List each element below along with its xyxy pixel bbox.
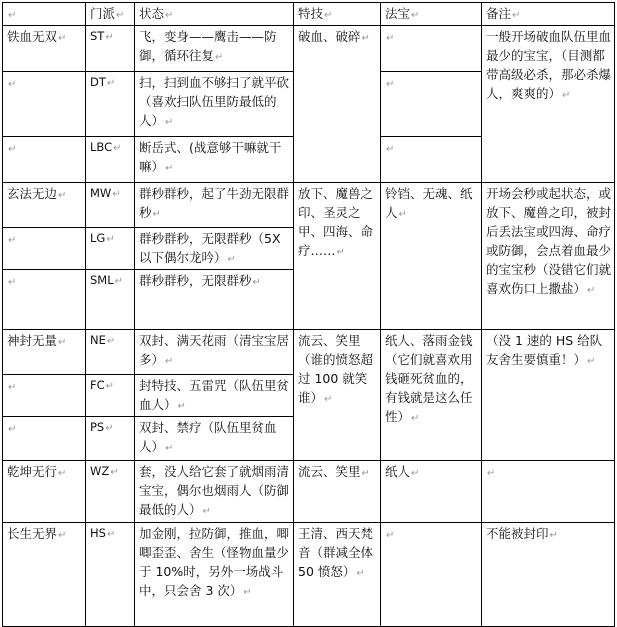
status-cell: 扫，扫到血不够扫了就平砍（喜欢扫队伍里防最低的人）↵ [135, 72, 294, 137]
notes-cell: 一般开场破血队伍里血最少的宝宝，（目测都带高级必杀，那必杀爆人，爽爽的）↵ [482, 26, 615, 183]
header-row [3, 3, 615, 26]
school-cell: WZ↵ [86, 461, 135, 523]
school-cell: NE↵ [86, 330, 135, 375]
status-cell: 群秒群秒，起了牛劲无限群秒↵ [135, 183, 294, 228]
header-status: 状态↵ [135, 3, 294, 26]
status-cell: 群秒群秒，无限群秒（5X以下偶尔龙吟）↵ [135, 228, 294, 270]
school-cell: PS↵ [86, 417, 135, 461]
status-cell: 双封、满天花雨（清宝宝居多）↵ [135, 330, 294, 375]
faction-cell: ↵ [3, 137, 86, 183]
skill-cell: 王清、西天梵音（群减全体 50 愤怒）↵ [294, 523, 381, 627]
status-cell: 封特技、五雷咒（队伍里贫血人）↵ [135, 375, 294, 417]
school-cell: DT↵ [86, 72, 135, 137]
skill-cell: 破血、破碎↵ [294, 26, 381, 183]
treasure-cell: ↵ [381, 72, 482, 137]
treasure-cell: ↵ [381, 137, 482, 183]
notes-cell: （没 1 速的 HS 给队友舍生要慎重！）↵ [482, 330, 615, 461]
skill-cell: 流云、笑里↵ [294, 461, 381, 523]
table-row [3, 461, 615, 523]
school-cell: ST↵ [86, 26, 135, 72]
skill-cell: 放下、魔兽之印、圣灵之甲、四海、命疗……↵ [294, 183, 381, 330]
faction-cell: ↵ [3, 228, 86, 270]
status-cell: 加金刚，拉防御，推血，唧唧歪歪、舍生（怪物血量少于 10%时，另外一场战斗中，只会舍 3 次）↵ [135, 523, 294, 627]
header-treasure: 法宝↵ [381, 3, 482, 26]
school-cell: SML↵ [86, 270, 135, 330]
status-cell: 飞，变身——鹰击——防御，循环往复↵ [135, 26, 294, 72]
header-skill: 特技↵ [294, 3, 381, 26]
header-school: 门派↵ [86, 3, 135, 26]
status-cell: 双封、禁疗（队伍里贫血人）↵ [135, 417, 294, 461]
notes-cell: 开场会秒或起状态，或放下、魔兽之印，被封后丢法宝或四海、命疗或防御，会点着血最少的宝宝秒（没错它们就喜欢伤口上撒盐）↵ [482, 183, 615, 330]
notes-cell: 不能被封印↵ [482, 523, 615, 627]
faction-cell: 铁血无双↵ [3, 26, 86, 72]
faction-cell: 玄法无边↵ [3, 183, 86, 228]
school-cell: LBC↵ [86, 137, 135, 183]
status-cell: 套，没人给它套了就烟雨清宝宝，偶尔也烟雨人（防御最低的人）↵ [135, 461, 294, 523]
school-cell: MW↵ [86, 183, 135, 228]
faction-cell: ↵ [3, 417, 86, 461]
treasure-cell: 纸人、落雨金钱（它们就喜欢用钱砸死贫血的，有钱就是这么任性）↵ [381, 330, 482, 461]
faction-cell: 乾坤无行↵ [3, 461, 86, 523]
tactics-table [2, 2, 615, 627]
faction-cell: 长生无界↵ [3, 523, 86, 627]
treasure-cell: ↵ [381, 523, 482, 627]
table-row [3, 183, 615, 228]
school-cell: LG↵ [86, 228, 135, 270]
faction-cell: 神封无量↵ [3, 330, 86, 375]
status-cell: 断岳式、(战意够干嘛就干嘛）↵ [135, 137, 294, 183]
skill-cell: 流云、笑里（谁的愤怒超过 100 就笑谁）↵ [294, 330, 381, 461]
faction-cell: ↵ [3, 270, 86, 330]
school-cell: FC↵ [86, 375, 135, 417]
status-cell: 群秒群秒，无限群秒↵ [135, 270, 294, 330]
treasure-cell: 纸人↵ [381, 461, 482, 523]
header-faction: ↵ [3, 3, 86, 26]
table-row [3, 523, 615, 627]
table-row [3, 330, 615, 375]
notes-cell: ↵ [482, 461, 615, 523]
header-notes: 备注↵ [482, 3, 615, 26]
table-row [3, 26, 615, 72]
school-cell: HS↵ [86, 523, 135, 627]
treasure-cell: 铃铛、无魂、纸人↵ [381, 183, 482, 330]
treasure-cell: ↵ [381, 26, 482, 72]
faction-cell: ↵ [3, 375, 86, 417]
faction-cell: ↵ [3, 72, 86, 137]
